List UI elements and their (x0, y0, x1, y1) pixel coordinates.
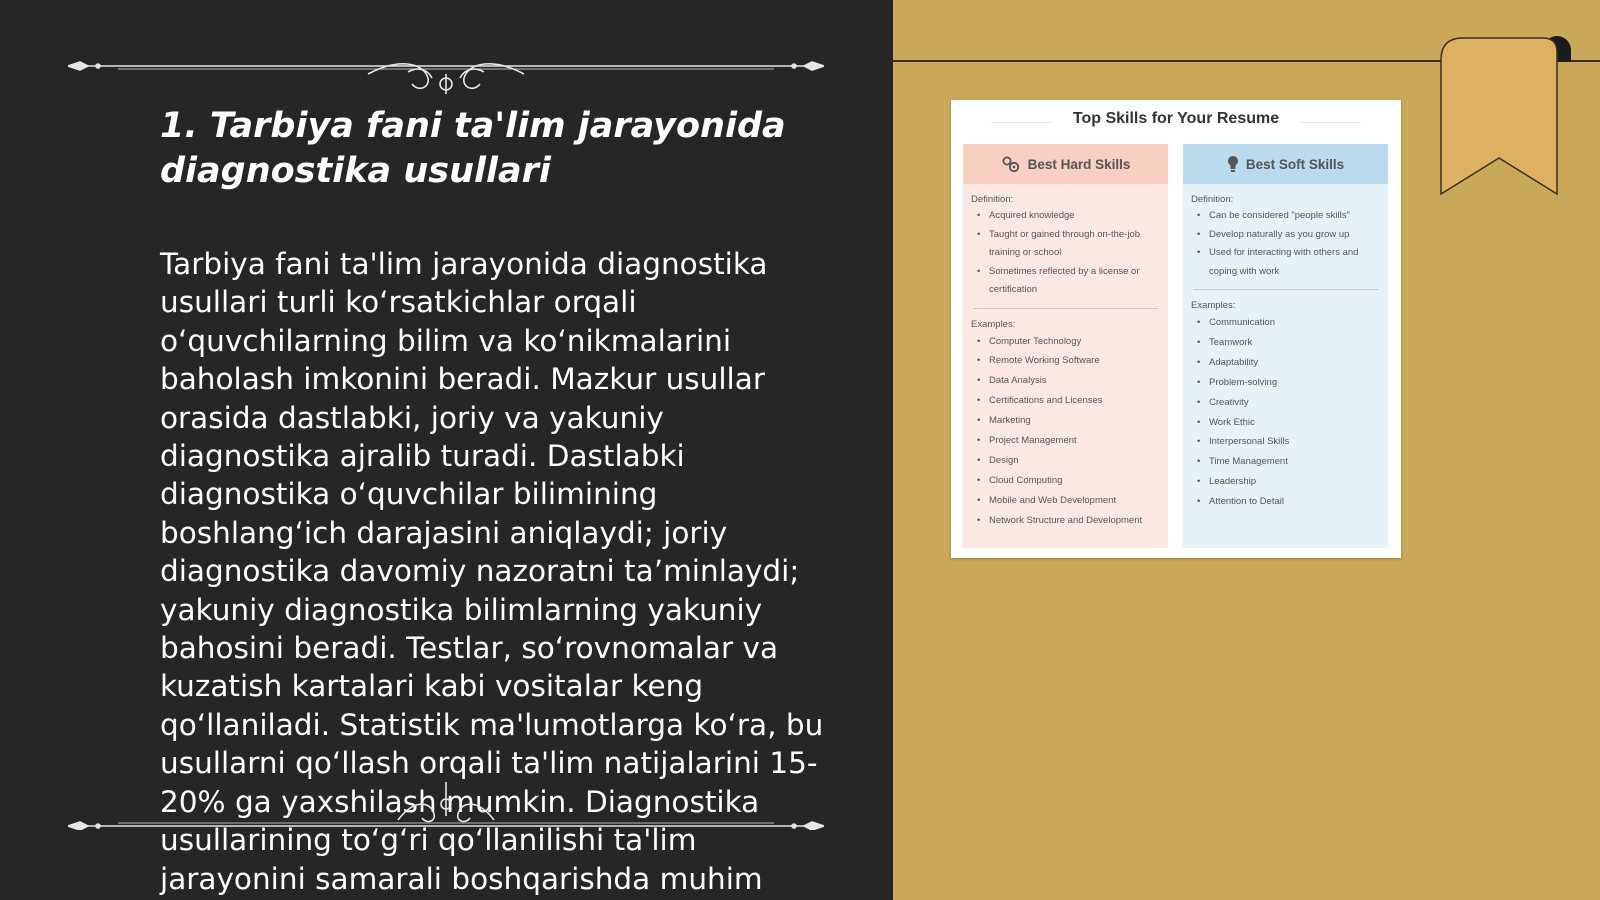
hard-examples-list (963, 332, 1168, 531)
list-item: • Time Management (1197, 452, 1380, 472)
list-item: • Network Structure and Development (977, 511, 1160, 531)
list-item: • Design (977, 451, 1160, 471)
list-item: • Acquired knowledge (977, 207, 1160, 226)
list-item: • Sometimes reflected by a license or certification (977, 263, 1160, 300)
lightbulb-icon (1227, 155, 1239, 173)
list-item: • Develop naturally as you grow up (1197, 226, 1380, 245)
hard-skills-header (963, 144, 1168, 184)
hard-skills-column (963, 144, 1168, 548)
list-item: • Communication (1197, 313, 1380, 333)
section-divider (1193, 289, 1378, 290)
list-item: • Problem-solving (1197, 373, 1380, 393)
list-item: • Taught or gained through on-the-job training or school (977, 226, 1160, 263)
list-item: • Interpersonal Skills (1197, 432, 1380, 452)
list-item: • Work Ethic (1197, 413, 1380, 433)
list-item: • Certifications and Licenses (977, 391, 1160, 411)
bookmark-ribbon-icon (1433, 30, 1573, 200)
hard-definition-list (963, 207, 1168, 300)
list-item: • Mobile and Web Development (977, 491, 1160, 511)
list-item: • Project Management (977, 431, 1160, 451)
top-ornament-divider (68, 44, 824, 94)
hard-skills-heading: Best Hard Skills (1027, 156, 1131, 172)
soft-skills-column (1183, 144, 1388, 548)
right-pane (893, 0, 1600, 900)
slide-body-text: Tarbiya fani ta'lim jarayonida diagnostika usullari turli koʻrsatkichlar orqali oʻquvchilarning bilim va koʻnikmalarini baholash imkonini beradi. Mazkur usullar orasida dastlabki, joriy va yakuniy diagnostika ajralib turadi. Dastlabki diagnostika oʻquvchilar bilimining boshlangʻich darajasini aniqlaydi; joriy diagnostika davomiy nazoratni taʼminlaydi; yakuniy diagnostika bilimlarning yakuniy bahosini beradi. Testlar, soʻrovnomalar va kuzatish kartalari kabi vositalar keng qoʻllaniladi. Statistik ma'lumotlarga koʻra, bu usullarni qoʻllash orqali ta'lim natijalarini 15-20% ga yaxshilash mumkin. Diagnostika usullarining toʻgʻri qoʻllanilishi ta'lim jarayonini samarali boshqarishda muhim (160, 247, 824, 896)
list-item: • Computer Technology (977, 332, 1160, 352)
list-item: • Leadership (1197, 472, 1380, 492)
infographic-title: Top Skills for Your Resume (1072, 110, 1280, 127)
bottom-ornament-divider (68, 780, 824, 830)
soft-examples-list (1183, 313, 1388, 512)
hard-examples-label: Examples: (971, 318, 1016, 330)
soft-examples-label: Examples: (1191, 300, 1236, 311)
list-item: • Remote Working Software (977, 351, 1160, 371)
soft-definition-label: Definition: (1191, 194, 1234, 205)
hard-definition-label: Definition: (971, 194, 1014, 205)
list-item: • Adaptability (1197, 353, 1380, 373)
list-item: • Teamwork (1197, 333, 1380, 353)
soft-skills-header (1183, 144, 1388, 184)
soft-skills-heading: Best Soft Skills (1245, 156, 1345, 172)
slide-title: 1. Tarbiya fani ta'lim jarayonida diagnostika usullari (160, 106, 786, 191)
section-divider (973, 308, 1158, 309)
list-item: • Can be considered "people skills" (1197, 207, 1380, 226)
list-item: • Data Analysis (977, 371, 1160, 391)
resume-skills-infographic (951, 100, 1401, 558)
list-item: • Creativity (1197, 393, 1380, 413)
list-item: • Cloud Computing (977, 471, 1160, 491)
soft-definition-list (1183, 207, 1388, 281)
list-item: • Attention to Detail (1197, 492, 1380, 512)
list-item: • Marketing (977, 411, 1160, 431)
list-item: • Used for interacting with others and coping with work (1197, 244, 1380, 281)
gears-icon (1001, 155, 1021, 173)
